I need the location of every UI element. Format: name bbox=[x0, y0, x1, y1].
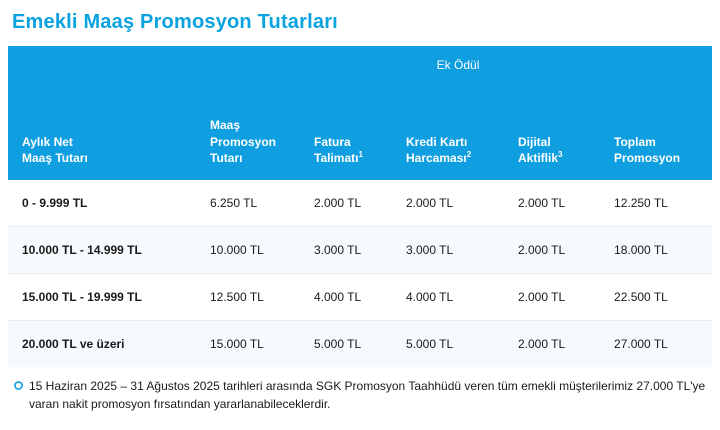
row-digital: 2.000 TL bbox=[512, 274, 608, 321]
footnote-marker-1: 1 bbox=[358, 149, 363, 159]
row-credit-card: 2.000 TL bbox=[400, 180, 512, 227]
column-header-promotion-amount bbox=[204, 84, 308, 180]
row-credit-card: 3.000 TL bbox=[400, 227, 512, 274]
group-header-spacer-3 bbox=[608, 46, 712, 84]
row-range: 15.000 TL - 19.999 TL bbox=[8, 274, 204, 321]
footnote-marker-3: 3 bbox=[558, 149, 563, 159]
row-digital: 2.000 TL bbox=[512, 227, 608, 274]
table-body bbox=[8, 180, 712, 367]
table-row bbox=[8, 274, 712, 321]
row-credit-card: 5.000 TL bbox=[400, 321, 512, 368]
row-digital: 2.000 TL bbox=[512, 180, 608, 227]
row-range: 10.000 TL - 14.999 TL bbox=[8, 227, 204, 274]
row-promotion: 10.000 TL bbox=[204, 227, 308, 274]
row-range: 20.000 TL ve üzeri bbox=[8, 321, 204, 368]
circle-bullet-icon bbox=[14, 381, 23, 390]
column-header-invoice-line2-text: Talimatı bbox=[314, 150, 359, 165]
column-header-invoice-order bbox=[308, 84, 400, 180]
column-header-total-promotion bbox=[608, 84, 712, 180]
column-header-promotion-line1: Maaş bbox=[210, 118, 241, 133]
column-header-invoice-line2 bbox=[314, 150, 394, 166]
table-group-header-row bbox=[8, 46, 712, 84]
row-invoice: 3.000 TL bbox=[308, 227, 400, 274]
row-total: 18.000 TL bbox=[608, 227, 712, 274]
column-header-invoice-line1: Fatura bbox=[314, 134, 351, 149]
column-header-total-line2: Promosyon bbox=[614, 150, 681, 165]
column-header-net-salary bbox=[8, 84, 204, 180]
table-row bbox=[8, 180, 712, 227]
column-header-promotion-line3: Tutarı bbox=[210, 150, 243, 165]
column-header-promotion-line2: Promosyon bbox=[210, 134, 277, 149]
footnote-text: 15 Haziran 2025 – 31 Ağustos 2025 tarihleri arasında SGK Promosyon Taahhüdü veren tüm emekli müşterilerimiz 27.000 TL'ye varan nakit promosyon fırsatından yararlanabileceklerdir. bbox=[29, 379, 706, 411]
page-title: Emekli Maaş Promosyon Tutarları bbox=[12, 11, 338, 33]
group-header-ek-odul: Ek Ödül bbox=[308, 46, 608, 84]
row-credit-card: 4.000 TL bbox=[400, 274, 512, 321]
column-header-digital-activity bbox=[512, 84, 608, 180]
row-invoice: 4.000 TL bbox=[308, 274, 400, 321]
column-header-net-salary-line1: Aylık Net bbox=[22, 134, 73, 149]
column-header-credit-card-spend bbox=[400, 84, 512, 180]
promotion-rates-table bbox=[8, 46, 712, 367]
column-header-credit-line2 bbox=[406, 150, 506, 166]
column-header-credit-line1: Kredi Kartı bbox=[406, 134, 468, 149]
column-header-digital-line2 bbox=[518, 150, 602, 166]
column-header-digital-line1: Dijital bbox=[518, 134, 551, 149]
row-promotion: 15.000 TL bbox=[204, 321, 308, 368]
footnote-marker-2: 2 bbox=[466, 149, 472, 159]
row-digital: 2.000 TL bbox=[512, 321, 608, 368]
group-header-spacer bbox=[8, 46, 204, 84]
table-row bbox=[8, 227, 712, 274]
column-header-net-salary-line2: Maaş Tutarı bbox=[22, 150, 88, 165]
column-header-credit-line2-text: Harcaması bbox=[406, 150, 467, 165]
rates-table-container bbox=[8, 46, 712, 367]
row-total: 22.500 TL bbox=[608, 274, 712, 321]
row-promotion: 6.250 TL bbox=[204, 180, 308, 227]
table-row bbox=[8, 321, 712, 368]
row-total: 27.000 TL bbox=[608, 321, 712, 368]
row-range: 0 - 9.999 TL bbox=[8, 180, 204, 227]
footnote bbox=[8, 367, 712, 413]
row-promotion: 12.500 TL bbox=[204, 274, 308, 321]
group-header-spacer-2 bbox=[204, 46, 308, 84]
row-total: 12.250 TL bbox=[608, 180, 712, 227]
column-header-total-line1: Toplam bbox=[614, 134, 656, 149]
table-column-header-row bbox=[8, 84, 712, 180]
row-invoice: 2.000 TL bbox=[308, 180, 400, 227]
row-invoice: 5.000 TL bbox=[308, 321, 400, 368]
table-header bbox=[8, 46, 712, 180]
column-header-digital-line2-text: Aktiflik bbox=[518, 150, 559, 165]
